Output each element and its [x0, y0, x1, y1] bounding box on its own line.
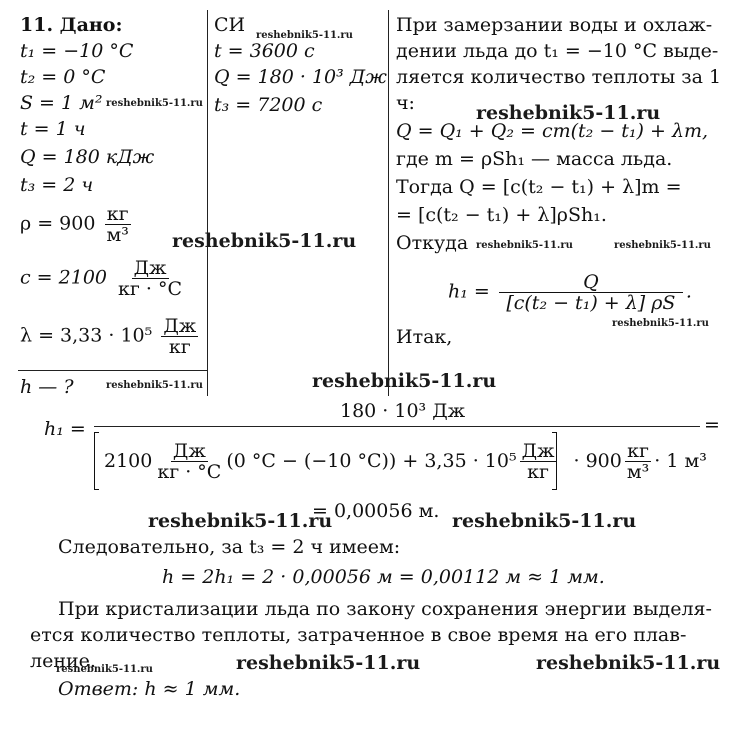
- calc-fraction-bar: [94, 426, 700, 427]
- calc-unit-3: [625, 441, 651, 482]
- conclusion-para-2: ется количество теплоты, затраченное в свое время на его плав-: [30, 624, 687, 646]
- latent-heat-unit-num: Дж: [163, 315, 197, 337]
- given-area: S = 1 м²: [20, 92, 103, 114]
- solution-line-5: Q = Q₁ + Q₂ = cm(t₂ − t₁) + λm,: [396, 120, 709, 142]
- calc-unit-1-den: кг · °C: [157, 460, 222, 483]
- solution-line-2: дении льда до t₁ = −10 °C выде-: [396, 40, 719, 62]
- watermark: reshebnik5-11.ru: [476, 102, 661, 124]
- watermark: reshebnik5-11.ru: [172, 230, 357, 252]
- h1-formula-fraction: [499, 272, 683, 313]
- calc-unit-3-num: кг: [627, 439, 649, 462]
- calc-unit-2-den: кг: [527, 460, 549, 483]
- calc-den-a: 2100: [104, 450, 153, 472]
- specific-heat-unit-den: кг · °C: [118, 278, 183, 300]
- watermark-small: reshebnik5-11.ru: [612, 318, 709, 329]
- specific-heat-unit: [116, 258, 184, 299]
- solution-line-6: где m = ρSh₁ — масса льда.: [396, 148, 673, 170]
- watermark-small: reshebnik5-11.ru: [106, 98, 203, 109]
- calc-den-c: · 900: [573, 450, 622, 472]
- conclusion-para-1: При кристализации льда по закону сохранения энергии выделя-: [58, 598, 712, 620]
- answer: [58, 678, 240, 700]
- density-prefix: ρ = 900: [20, 212, 96, 235]
- si-title: СИ: [214, 14, 246, 36]
- answer-label: Ответ:: [58, 678, 139, 700]
- calc-unit-1: [155, 441, 223, 482]
- given-separator: [18, 370, 208, 371]
- calc-numerator: 180 · 10³ Дж: [340, 400, 466, 422]
- watermark-small: reshebnik5-11.ru: [56, 664, 153, 675]
- calc-den-b: (0 °C − (−10 °C)) + 3,35 · 10⁵: [226, 450, 517, 472]
- density-unit-den: м³: [106, 224, 129, 246]
- watermark-small: reshebnik5-11.ru: [256, 30, 353, 41]
- watermark-small: reshebnik5-11.ru: [106, 380, 203, 391]
- calc-denominator: [104, 436, 707, 486]
- calc-result: = 0,00056 м.: [312, 500, 440, 522]
- given-t1: t₁ = −10 °C: [20, 40, 134, 62]
- si-time: t = 3600 с: [214, 40, 315, 62]
- answer-value: h ≈ 1 мм.: [144, 678, 241, 700]
- latent-heat-unit: [161, 316, 198, 357]
- solution-line-8: = [c(t₂ − t₁) + λ]ρSh₁.: [396, 204, 607, 226]
- specific-heat-unit-num: Дж: [133, 257, 167, 279]
- calc-unit-1-num: Дж: [172, 439, 206, 462]
- given-time: t = 1 ч: [20, 118, 86, 140]
- watermark: reshebnik5-11.ru: [452, 510, 637, 532]
- watermark-small: reshebnik5-11.ru: [476, 240, 573, 251]
- calc-equals: =: [704, 414, 720, 436]
- watermark: reshebnik5-11.ru: [312, 370, 497, 392]
- find-quantity: h — ?: [20, 376, 74, 398]
- solution-line-4: ч:: [396, 92, 415, 114]
- specific-heat-prefix: c = 2100: [20, 266, 107, 289]
- calc-lhs: h₁ =: [44, 418, 86, 440]
- calc-unit-2: [520, 441, 557, 482]
- given-heat: Q = 180 кДж: [20, 146, 155, 168]
- conclusion-line-2: h = 2h₁ = 2 · 0,00056 м = 0,00112 м ≈ 1 мм.: [162, 566, 605, 588]
- watermark: reshebnik5-11.ru: [236, 652, 421, 674]
- given-t2: t₂ = 0 °C: [20, 66, 106, 88]
- given-specific-heat: [20, 258, 187, 299]
- h1-formula: h₁ = $\frac{Q}{\text{[c(t₂ − t₁) + λ] ρS}}$ .: [448, 271, 692, 314]
- watermark: reshebnik5-11.ru: [536, 652, 721, 674]
- si-t3: t₃ = 7200 с: [214, 94, 323, 116]
- latent-heat-unit-den: кг: [168, 336, 191, 358]
- given-latent-heat: [20, 316, 201, 357]
- column-divider-left: [207, 10, 208, 396]
- solution-line-7: Тогда Q = [c(t₂ − t₁) + λ]m =: [396, 176, 682, 198]
- h1-formula-lhs: h₁ =: [448, 280, 490, 303]
- conclusion-para-3: ление.: [30, 650, 96, 672]
- watermark: reshebnik5-11.ru: [148, 510, 333, 532]
- given-t3: t₃ = 2 ч: [20, 174, 94, 196]
- latent-heat-prefix: λ = 3,33 · 10⁵: [20, 324, 153, 347]
- watermark-small: reshebnik5-11.ru: [614, 240, 711, 251]
- calc-unit-2-num: Дж: [521, 439, 555, 462]
- calc-den-d: · 1 м³: [654, 450, 707, 472]
- column-divider-right: [388, 10, 389, 396]
- calc-unit-3-den: м³: [626, 460, 650, 483]
- solution-line-3: ляется количество теплоты за 1: [396, 66, 722, 88]
- h1-formula-num: Q: [499, 272, 683, 293]
- density-unit: [104, 204, 130, 245]
- solution-line-9: Откуда: [396, 232, 469, 254]
- solution-line-10: Итак,: [396, 326, 453, 348]
- solution-line-1: При замерзании воды и охлаж-: [396, 14, 713, 36]
- conclusion-line-1: Следовательно, за t₃ = 2 ч имеем:: [58, 536, 401, 558]
- density-unit-num: кг: [106, 203, 129, 225]
- si-heat: Q = 180 · 10³ Дж: [214, 66, 387, 88]
- problem-number: 11. Дано:: [20, 14, 123, 36]
- bracket-left: [94, 432, 99, 490]
- given-density: [20, 204, 134, 245]
- h1-formula-den: [c(t₂ − t₁) + λ] ρS: [506, 292, 676, 314]
